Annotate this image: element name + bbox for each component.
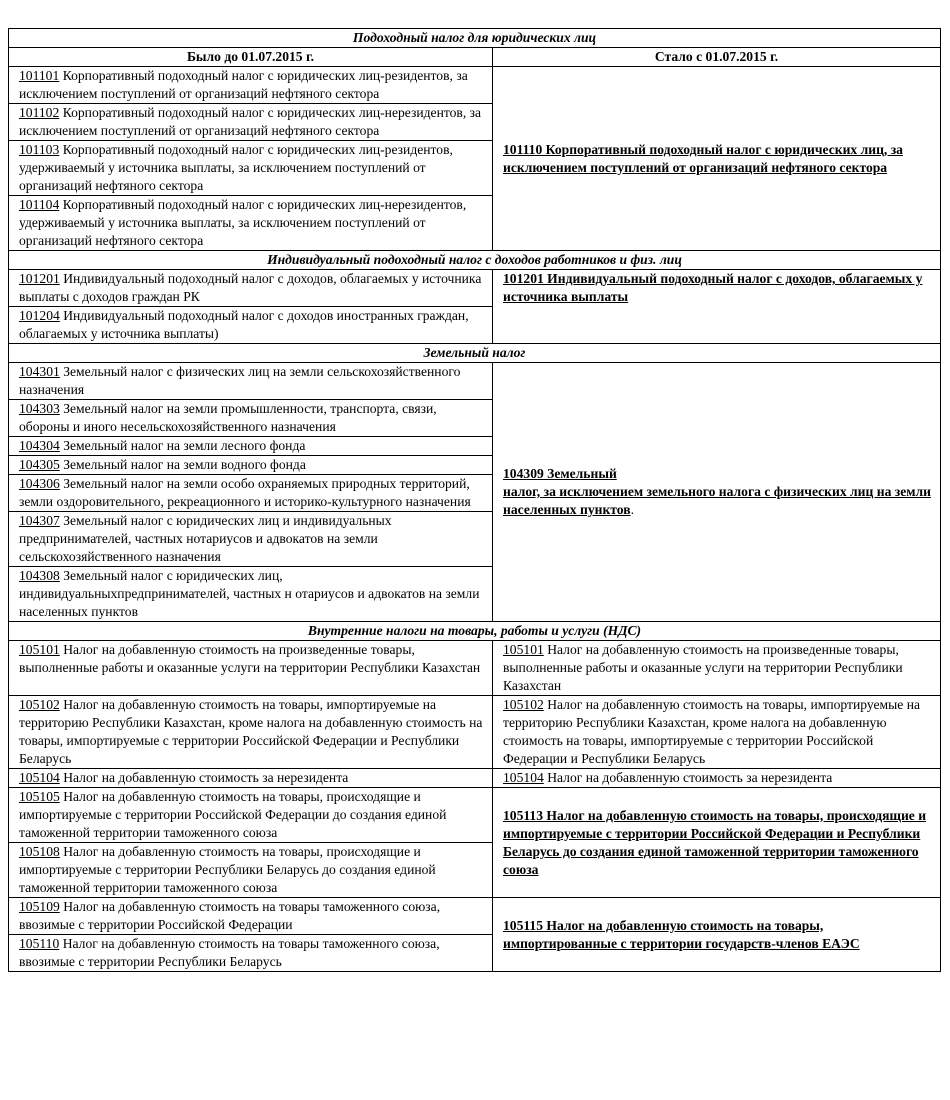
old-code-cell: 104301 Земельный налог с физических лиц на земли сельскохозяйственного назначения — [9, 363, 493, 400]
section-header-row — [9, 29, 941, 48]
section-header-row — [9, 344, 941, 363]
old-code-cell: 104306 Земельный налог на земли особо охраняемых природных территорий, земли оздоровительного, рекреационного и историко-культурного назначения — [9, 475, 493, 512]
old-code-cell: 101102 Корпоративный подоходный налог с юридических лиц-нерезидентов, за исключением поступлений от организаций нефтяного сектора — [9, 104, 493, 141]
old-code-cell: 101201 Индивидуальный подоходный налог с доходов, облагаемых у источника выплаты с доходов граждан РК — [9, 270, 493, 307]
column-header-after: Стало с 01.07.2015 г. — [493, 48, 941, 67]
column-header-row — [9, 48, 941, 67]
table-row — [9, 898, 941, 935]
new-code-cell: 105101 Налог на добавленную стоимость на произведенные товары, выполненные работы и оказанные услуги на территории Республики Казахстан — [493, 641, 941, 696]
table-row — [9, 363, 941, 400]
new-code-cell: 105102 Налог на добавленную стоимость на товары, импортируемые на территорию Республики Казахстан, кроме налога на добавленную стоимость на товары, импортируемые с территории Российской Федерации и Республики Беларусь — [493, 696, 941, 769]
new-code-cell: 101110 Корпоративный подоходный налог с юридических лиц, за исключением поступлений от организаций нефтяного сектора — [493, 67, 941, 251]
section-header-row — [9, 622, 941, 641]
section-title: Подоходный налог для юридических лиц — [9, 29, 941, 48]
old-code-cell: 105108 Налог на добавленную стоимость на товары, происходящие и импортируемые с территории Республики Беларусь до создания единой таможенной территории таможенного союза — [9, 843, 493, 898]
old-code-cell: 104308 Земельный налог с юридических лиц, индивидуальныхпредпринимателей, частных н отариусов и адвокатов на земли населенных пунктов — [9, 567, 493, 622]
old-code-cell: 101103 Корпоративный подоходный налог с юридических лиц-резидентов, удерживаемый у источника выплаты, за исключением поступлений от организаций нефтяного сектора — [9, 141, 493, 196]
old-code-cell: 104305 Земельный налог на земли водного фонда — [9, 456, 493, 475]
old-code-cell: 104304 Земельный налог на земли лесного фонда — [9, 437, 493, 456]
old-code-cell: 105104 Налог на добавленную стоимость за нерезидента — [9, 769, 493, 788]
old-code-cell: 105102 Налог на добавленную стоимость на товары, импортируемые на территорию Республики Казахстан, кроме налога на добавленную стоимость на товары, импортируемые с территории Российской Федерации и Республики Беларусь — [9, 696, 493, 769]
new-code-cell: 104309 Земельный налог, за исключением земельного налога с физических лиц на земли населенных пунктов. — [493, 363, 941, 622]
section-header-row — [9, 251, 941, 270]
old-code-cell: 101101 Корпоративный подоходный налог с юридических лиц-резидентов, за исключением поступлений от организаций нефтяного сектора — [9, 67, 493, 104]
tax-code-comparison-table — [8, 28, 941, 972]
old-code-cell: 104303 Земельный налог на земли промышленности, транспорта, связи, обороны и иного несельскохозяйственного назначения — [9, 400, 493, 437]
old-code-cell: 104307 Земельный налог с юридических лиц и индивидуальных предпринимателей, частных нотариусов и адвокатов на земли сельскохозяйственного назначения — [9, 512, 493, 567]
old-code-cell: 105101 Налог на добавленную стоимость на произведенные товары, выполненные работы и оказанные услуги на территории Республики Казахстан — [9, 641, 493, 696]
table-row — [9, 270, 941, 307]
table-row — [9, 788, 941, 843]
column-header-before: Было до 01.07.2015 г. — [9, 48, 493, 67]
old-code-cell: 101204 Индивидуальный подоходный налог с доходов иностранных граждан, облагаемых у источника выплаты) — [9, 307, 493, 344]
new-code-cell: 105113 Налог на добавленную стоимость на товары, происходящие и импортируемые с территории Российской Федерации и Республики Беларусь до создания единой таможенной территории таможенного союза — [493, 788, 941, 898]
old-code-cell: 105105 Налог на добавленную стоимость на товары, происходящие и импортируемые с территории Российской Федерации до создания единой таможенной территории таможенного союза — [9, 788, 493, 843]
new-code-cell: 101201 Индивидуальный подоходный налог с доходов, облагаемых у источника выплаты — [493, 270, 941, 344]
new-code-cell: 105115 Налог на добавленную стоимость на товары, импортированные с территории государств-членов ЕАЭС — [493, 898, 941, 972]
old-code-cell: 105110 Налог на добавленную стоимость на товары таможенного союза, ввозимые с территории Республики Беларусь — [9, 935, 493, 972]
section-title: Внутренние налоги на товары, работы и услуги (НДС) — [9, 622, 941, 641]
old-code-cell: 105109 Налог на добавленную стоимость на товары таможенного союза, ввозимые с территории Российской Федерации — [9, 898, 493, 935]
new-code-cell: 105104 Налог на добавленную стоимость за нерезидента — [493, 769, 941, 788]
table-row — [9, 67, 941, 104]
old-code-cell: 101104 Корпоративный подоходный налог с юридических лиц-нерезидентов, удерживаемый у источника выплаты, за исключением поступлений от организаций нефтяного сектора — [9, 196, 493, 251]
section-title: Земельный налог — [9, 344, 941, 363]
table-row — [9, 641, 941, 696]
table-row — [9, 769, 941, 788]
table-row — [9, 696, 941, 769]
section-title: Индивидуальный подоходный налог с доходов работников и физ. лиц — [9, 251, 941, 270]
